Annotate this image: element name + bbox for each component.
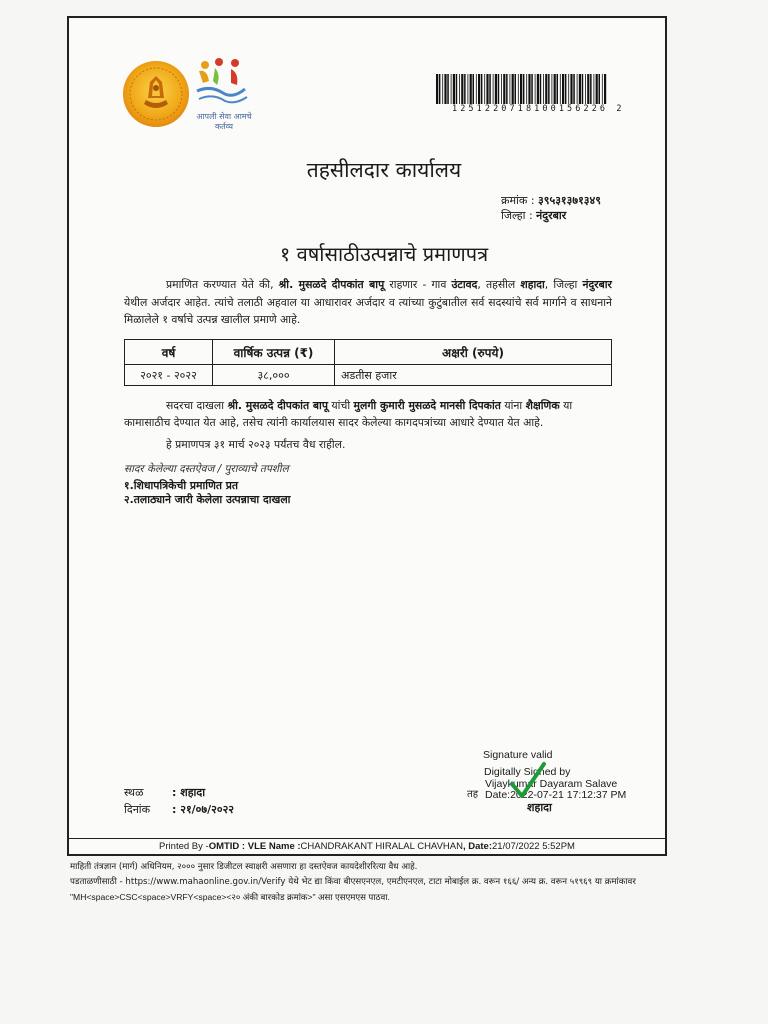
text-span: , जिल्हा (544, 278, 583, 291)
barcode-bar (456, 74, 458, 104)
barcode-bar (594, 74, 595, 104)
signature-date: Date:2022-07-21 17:12:37 PM (485, 789, 627, 801)
barcode-bar (596, 74, 598, 104)
text-span: , तहसील (477, 278, 521, 291)
barcode-icon (436, 74, 608, 104)
barcode-bar (447, 74, 449, 104)
barcode-bar (582, 74, 584, 104)
barcode-bar (523, 74, 525, 104)
text-span: राहणार - गाव (384, 278, 452, 291)
barcode-bar (531, 74, 533, 104)
header-income: वार्षिक उत्पन्न (₹) (213, 340, 335, 365)
text-span: येथील अर्जदार आहेत. त्यांचे तलाठी अहवाल या आधारावर अर्जदार व त्यांच्या कुटुंबातील सर्व सदस्यांचे सर्व मार्गाने व साधनाने मिळालेले १ वर्षाचे उत्पन्न खालील प्रमाणे आहे. (124, 295, 612, 326)
applicant-name: श्री. मुसळदे दीपकांत बापू (227, 399, 328, 412)
barcode-bar (587, 74, 589, 104)
signature-valid-checkmark-icon (508, 760, 548, 800)
barcode-bar (537, 74, 539, 104)
date-value: : २१/०७/२०२२ (172, 803, 235, 816)
barcode-bar (562, 74, 564, 104)
barcode-bar (464, 74, 466, 104)
district-value: नंदुरबार (536, 209, 567, 222)
barcode-bar (535, 74, 536, 104)
list-item: १.शिधापत्रिकेची प्रमाणित प्रत (124, 479, 239, 492)
beneficiary-name: मुलगी कुमारी मुसळदे मानसी दिपकांत (353, 399, 501, 412)
barcode-number: 1251220718100156226 2 (452, 104, 625, 114)
date-row (124, 801, 234, 818)
place-value: : शहादा (172, 786, 206, 799)
logo-tagline: आपली सेवा आमचे कर्तव्य (196, 112, 252, 131)
print-date-label: , Date: (462, 841, 493, 852)
header-in-words: अक्षरी (रुपये) (335, 340, 612, 365)
barcode-bar (495, 74, 497, 104)
certificate-meta (501, 193, 601, 223)
documents-list (124, 479, 290, 507)
certificate-district (501, 208, 601, 223)
cell-in-words: अडतीस हजार (335, 365, 612, 386)
barcode-bar (518, 74, 519, 104)
barcode-bar (512, 74, 514, 104)
barcode-bar (602, 74, 603, 104)
barcode-bar (557, 74, 559, 104)
barcode-bar (515, 74, 517, 104)
barcode-bar (520, 74, 522, 104)
barcode-bar (545, 74, 547, 104)
certificate-number (501, 193, 601, 208)
district-name: नंदुरबार (582, 278, 612, 291)
purpose-value: शैक्षणिक (525, 399, 560, 412)
list-item: २.तलाठ्याने जारी केलेला उत्पन्नाचा दाखला (124, 493, 291, 506)
barcode-bar (528, 74, 530, 104)
text-span: या कामासाठीच देण्यात येत आहे, तसेच त्यांनी कार्यालयास सादर केलेल्या कागदपत्रांच्या आधारे देण्यात येत आहे. (124, 399, 573, 429)
barcode-bar (478, 74, 480, 104)
barcode-bar (552, 74, 553, 104)
cell-year: २०२१ - २०२२ (125, 365, 213, 386)
signature-designation-prefix: तह (467, 789, 479, 800)
barcode-bar (540, 74, 542, 104)
barcode-bar (573, 74, 575, 104)
footer-line: "MH<space>CSC<space>VRFY<space><२० अंकी बारकोड क्रमांक>" असा एसएमएस पाठवा. (70, 892, 390, 902)
barcode-bar (554, 74, 556, 104)
barcode-bar (604, 74, 606, 104)
barcode-bar (501, 74, 502, 104)
table-header-row (125, 340, 612, 365)
signature-place: शहादा (527, 801, 552, 814)
barcode-bar (585, 74, 586, 104)
header-year: वर्ष (125, 340, 213, 365)
certification-paragraph (124, 276, 612, 329)
barcode-bar (579, 74, 581, 104)
cell-income: ३८,००० (213, 365, 335, 386)
printed-by-bar (67, 838, 667, 856)
tehsil-name: शहादा (520, 278, 545, 291)
barcode-bar (451, 74, 452, 104)
district-label: जिल्हा : (501, 209, 533, 222)
documents-heading: सादर केलेल्या दस्तऐवज / पुराव्याचे तपशील (124, 463, 289, 475)
income-table (124, 339, 612, 386)
barcode-bar (590, 74, 592, 104)
barcode-bar (498, 74, 500, 104)
purpose-paragraph (124, 397, 612, 431)
barcode-bar (476, 74, 477, 104)
barcode-bar (565, 74, 567, 104)
text-span: यांची (327, 399, 354, 412)
barcode-bar (468, 74, 469, 104)
barcode-bar (489, 74, 491, 104)
printed-by-label: Printed By - (159, 841, 209, 852)
footer-line: पडताळणीसाठी - https://www.mahaonline.gov.in/Verify येथे भेट द्या किंवा बीएसएनएल, एमटीएनएल, टाटा मोबाईल क्र. वरून १६६/ अन्य क्र. वरून ५१९६९ या क्रमांकावर (70, 877, 636, 887)
place-date-block (124, 784, 234, 818)
footer-line: माहिती तंत्रज्ञान (मार्ग) अधिनियम, २००० नुसार डिजीटल स्वाक्षरी असणारा हा दस्तऐवज कायदेशीररित्या वैध आहे. (70, 862, 418, 872)
place-row (124, 784, 234, 801)
barcode-bar (510, 74, 511, 104)
barcode-bar (577, 74, 578, 104)
barcode-bar (459, 74, 460, 104)
number-label: क्रमांक : (501, 194, 535, 207)
text-span: प्रमाणित करण्यात येते की, (166, 278, 279, 291)
barcode-bar (543, 74, 544, 104)
barcode-bar (570, 74, 572, 104)
vle-name: CHANDRAKANT HIRALAL CHAVHAN (300, 841, 463, 852)
barcode-bar (484, 74, 485, 104)
barcode-bar (526, 74, 527, 104)
barcode-bar (481, 74, 483, 104)
footer-notes (70, 860, 690, 905)
barcode-bar (548, 74, 550, 104)
certificate-title: १ वर्षासाठीउत्पन्नाचे प्रमाणपत्र (279, 242, 489, 266)
place-label: स्थळ (124, 786, 144, 799)
barcode-bar (442, 74, 443, 104)
text-span: यांना (500, 399, 526, 412)
validity-statement: हे प्रमाणपत्र ३१ मार्च २०२३ पर्यंतच वैध राहील. (166, 438, 346, 451)
print-date: 21/07/2022 5:52PM (492, 841, 575, 852)
barcode-bar (568, 74, 569, 104)
office-title: तहसीलदार कार्यालय (306, 158, 462, 182)
text-span: सदरचा दाखला (166, 399, 228, 412)
barcode-bar (436, 74, 438, 104)
certificate-frame (67, 16, 667, 856)
vle-label: VLE Name : (247, 841, 301, 852)
omtid-label: OMTID : (208, 841, 248, 852)
number-value: ३९५३१३७१३४९ (538, 194, 601, 207)
date-label: दिनांक (124, 803, 151, 816)
barcode-bar (503, 74, 505, 104)
village-name: उंटावद (451, 278, 478, 291)
applicant-name: श्री. मुसळदे दीपकांत बापू (278, 278, 385, 291)
barcode-bar (439, 74, 441, 104)
table-row (125, 365, 612, 386)
barcode-bar (453, 74, 455, 104)
barcode-bar (493, 74, 494, 104)
barcode-bar (461, 74, 463, 104)
barcode-bar (444, 74, 446, 104)
signature-valid-text: Signature valid (483, 749, 553, 761)
barcode-bar (560, 74, 561, 104)
signer-name: Vijaykumar Dayaram Salave (485, 778, 618, 790)
maharashtra-seal-icon (122, 60, 190, 128)
signed-by-label: Digitally Signed by (484, 766, 571, 778)
barcode-bar (599, 74, 601, 104)
barcode-bar (470, 74, 472, 104)
barcode-bar (506, 74, 508, 104)
barcode-bar (486, 74, 488, 104)
barcode-bar (473, 74, 475, 104)
